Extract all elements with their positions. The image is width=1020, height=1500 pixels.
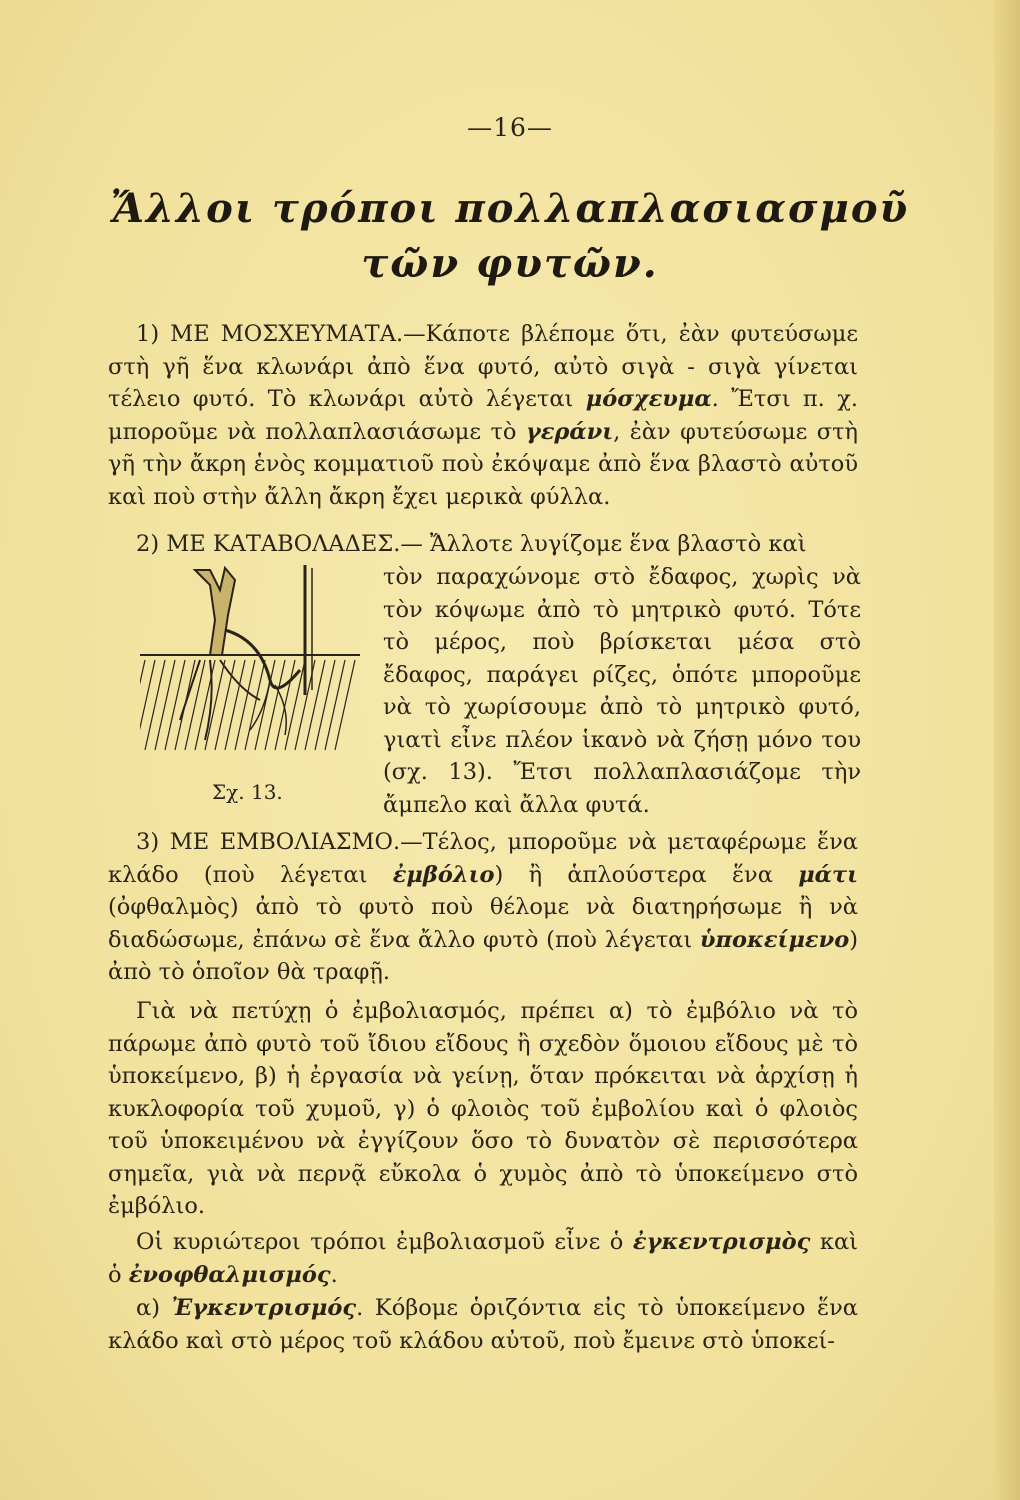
page-title: Ἄλλοι τρόποι πολλαπλασιασμοῦ (110, 185, 910, 232)
paragraph-conditions: Γιὰ νὰ πετύχῃ ὁ ἐμβολιασμός, πρέπει α) τὸ ἐμβόλιο νὰ τὸ πάρωμε ἀπὸ φυτὸ τοῦ ἴδιου εἴδους ἢ σχεδὸν ὅμοιου εἴδους μὲ τὸ ὑποκείμενο, β) ἡ ἐργασία νὰ γείνῃ, ὅταν πρόκειται νὰ ἀρχίσῃ ἡ κυκλοφορία τοῦ χυμοῦ, γ) ὁ φλοιὸς τοῦ ἐμβολίου καὶ ὁ φλοιὸς τοῦ ὑποκειμένου νὰ ἐγγίζουν ὅσο τὸ δυνατὸν σὲ περισσότερα σημεῖα, γιὰ νὰ περνᾷ εὔκολα ὁ χυμὸς ἀπὸ τὸ ὑποκείμενο στὸ ἐμβόλιο. (108, 998, 858, 1219)
term-emvolio: ἐμβόλιο (392, 861, 495, 888)
term-egkentrismos: ἐγκεντρισμὸς (632, 1229, 811, 1255)
heading-cuttings: 1) ΜΕ ΜΟΣΧΕΥΜΑΤΑ. (136, 321, 404, 347)
paragraph-cleft-grafting: α) Ἐγκεντρισμός. Κόβομε ὁριζόντια εἰς τὸ ὑποκείμενο ἕνα κλάδο καὶ στὸ μέρος τοῦ κλάδου αὐτοῦ, ποὺ ἔμεινε στὸ ὑποκεί- (108, 1295, 859, 1354)
paragraph-grafting: 3) ΜΕ ΕΜΒΟΛΙΑΣΜΟ.—Τέλος, μποροῦμε νὰ μεταφέρωμε ἕνα κλάδο (ποὺ λέγεται ἐμβόλιο) ἢ ἁπλούστερα ἕνα μάτι (ὀφθαλμὸς) ἀπὸ τὸ φυτὸ ποὺ θέλομε νὰ διατηρήσωμε ἢ νὰ διαδώσωμε, ἐπάνω σὲ ἕνα ἄλλο φυτὸ (ποὺ λέγεται ὑποκείμενο) ἀπὸ τὸ ὁποῖον θὰ τραφῇ. (108, 829, 859, 985)
figure-caption: Σχ. 13. (212, 780, 283, 804)
term-enofthalmismos: ἐνοφθαλμισμός (128, 1261, 331, 1288)
term-gerani: γεράνι (525, 418, 614, 445)
paragraph-layering-first-line: 2) ΜΕ ΚΑΤΑΒΟΛΑΔΕΣ.— Ἄλλοτε λυγίζομε ἕνα βλαστὸ καὶ (136, 531, 807, 557)
term-mati: μάτι (798, 861, 859, 888)
page-number: —16— (467, 113, 553, 142)
soil-hatching (140, 655, 360, 750)
heading-grafting: 3) ΜΕ ΕΜΒΟΛΙΑΣΜΟ. (136, 829, 401, 855)
paragraph-methods: Οἱ κυριώτεροι τρόποι ἐμβολιασμοῦ εἶνε ὁ ἐγκεντρισμὸς καὶ ὁ ἐνοφθαλμισμός. (108, 1229, 858, 1288)
heading-layering: 2) ΜΕ ΚΑΤΑΒΟΛΑΔΕΣ. (136, 531, 401, 557)
paragraph-cuttings: 1) ΜΕ ΜΟΣΧΕΥΜΑΤΑ.—Κάποτε βλέπομε ὅτι, ἐὰν φυτεύσωμε στὴ γῆ ἕνα κλωνάρι ἀπὸ ἕνα φυτό, αὐτὸ σιγὰ - σιγὰ γίνεται τέλειο φυτό. Τὸ κλωνάρι αὐτὸ λέγεται μόσχευμα. Ἔτσι π. χ. μποροῦμε νὰ πολλαπλασιάσωμε τὸ γεράνι, ἐὰν φυτεύσωμε στὴ γῆ τὴν ἄκρη ἑνὸς κομματιοῦ ποὺ ἐκόψαμε ἀπὸ ἕνα βλαστὸ αὐτοῦ καὶ ποὺ στὴν ἄλλη ἄκρη ἔχει μερικὰ φύλλα. (108, 321, 858, 510)
page-title-continued: τῶν φυτῶν. (361, 240, 659, 287)
term-egkentrismos-heading: Ἐγκεντρισμός (171, 1295, 357, 1321)
paragraph-layering-column: τὸν παραχώνομε στὸ ἔδαφος, χωρὶς νὰ τὸν κόψωμε ἀπὸ τὸ μητρικὸ φυτό. Τότε τὸ μέρος, ποὺ βρίσκεται μέσα στὸ ἔδαφος, παράγει ρίζες, ὁπότε μποροῦμε νὰ τὸ χωρίσουμε ἀπὸ τὸ μητρικὸ φυτό, γιατὶ εἶνε πλέον ἱκανὸ νὰ ζήσῃ μόνο του (σχ. 13). Ἔτσι πολλαπλασιάζομε τὴν ἄμπελο καὶ ἄλλα φυτά. (383, 564, 861, 818)
layering-figure-illustration (140, 560, 360, 760)
term-ypokeimeno: ὑποκείμενο (699, 926, 850, 953)
term-moscheuma: μόσχευμα (585, 386, 712, 412)
